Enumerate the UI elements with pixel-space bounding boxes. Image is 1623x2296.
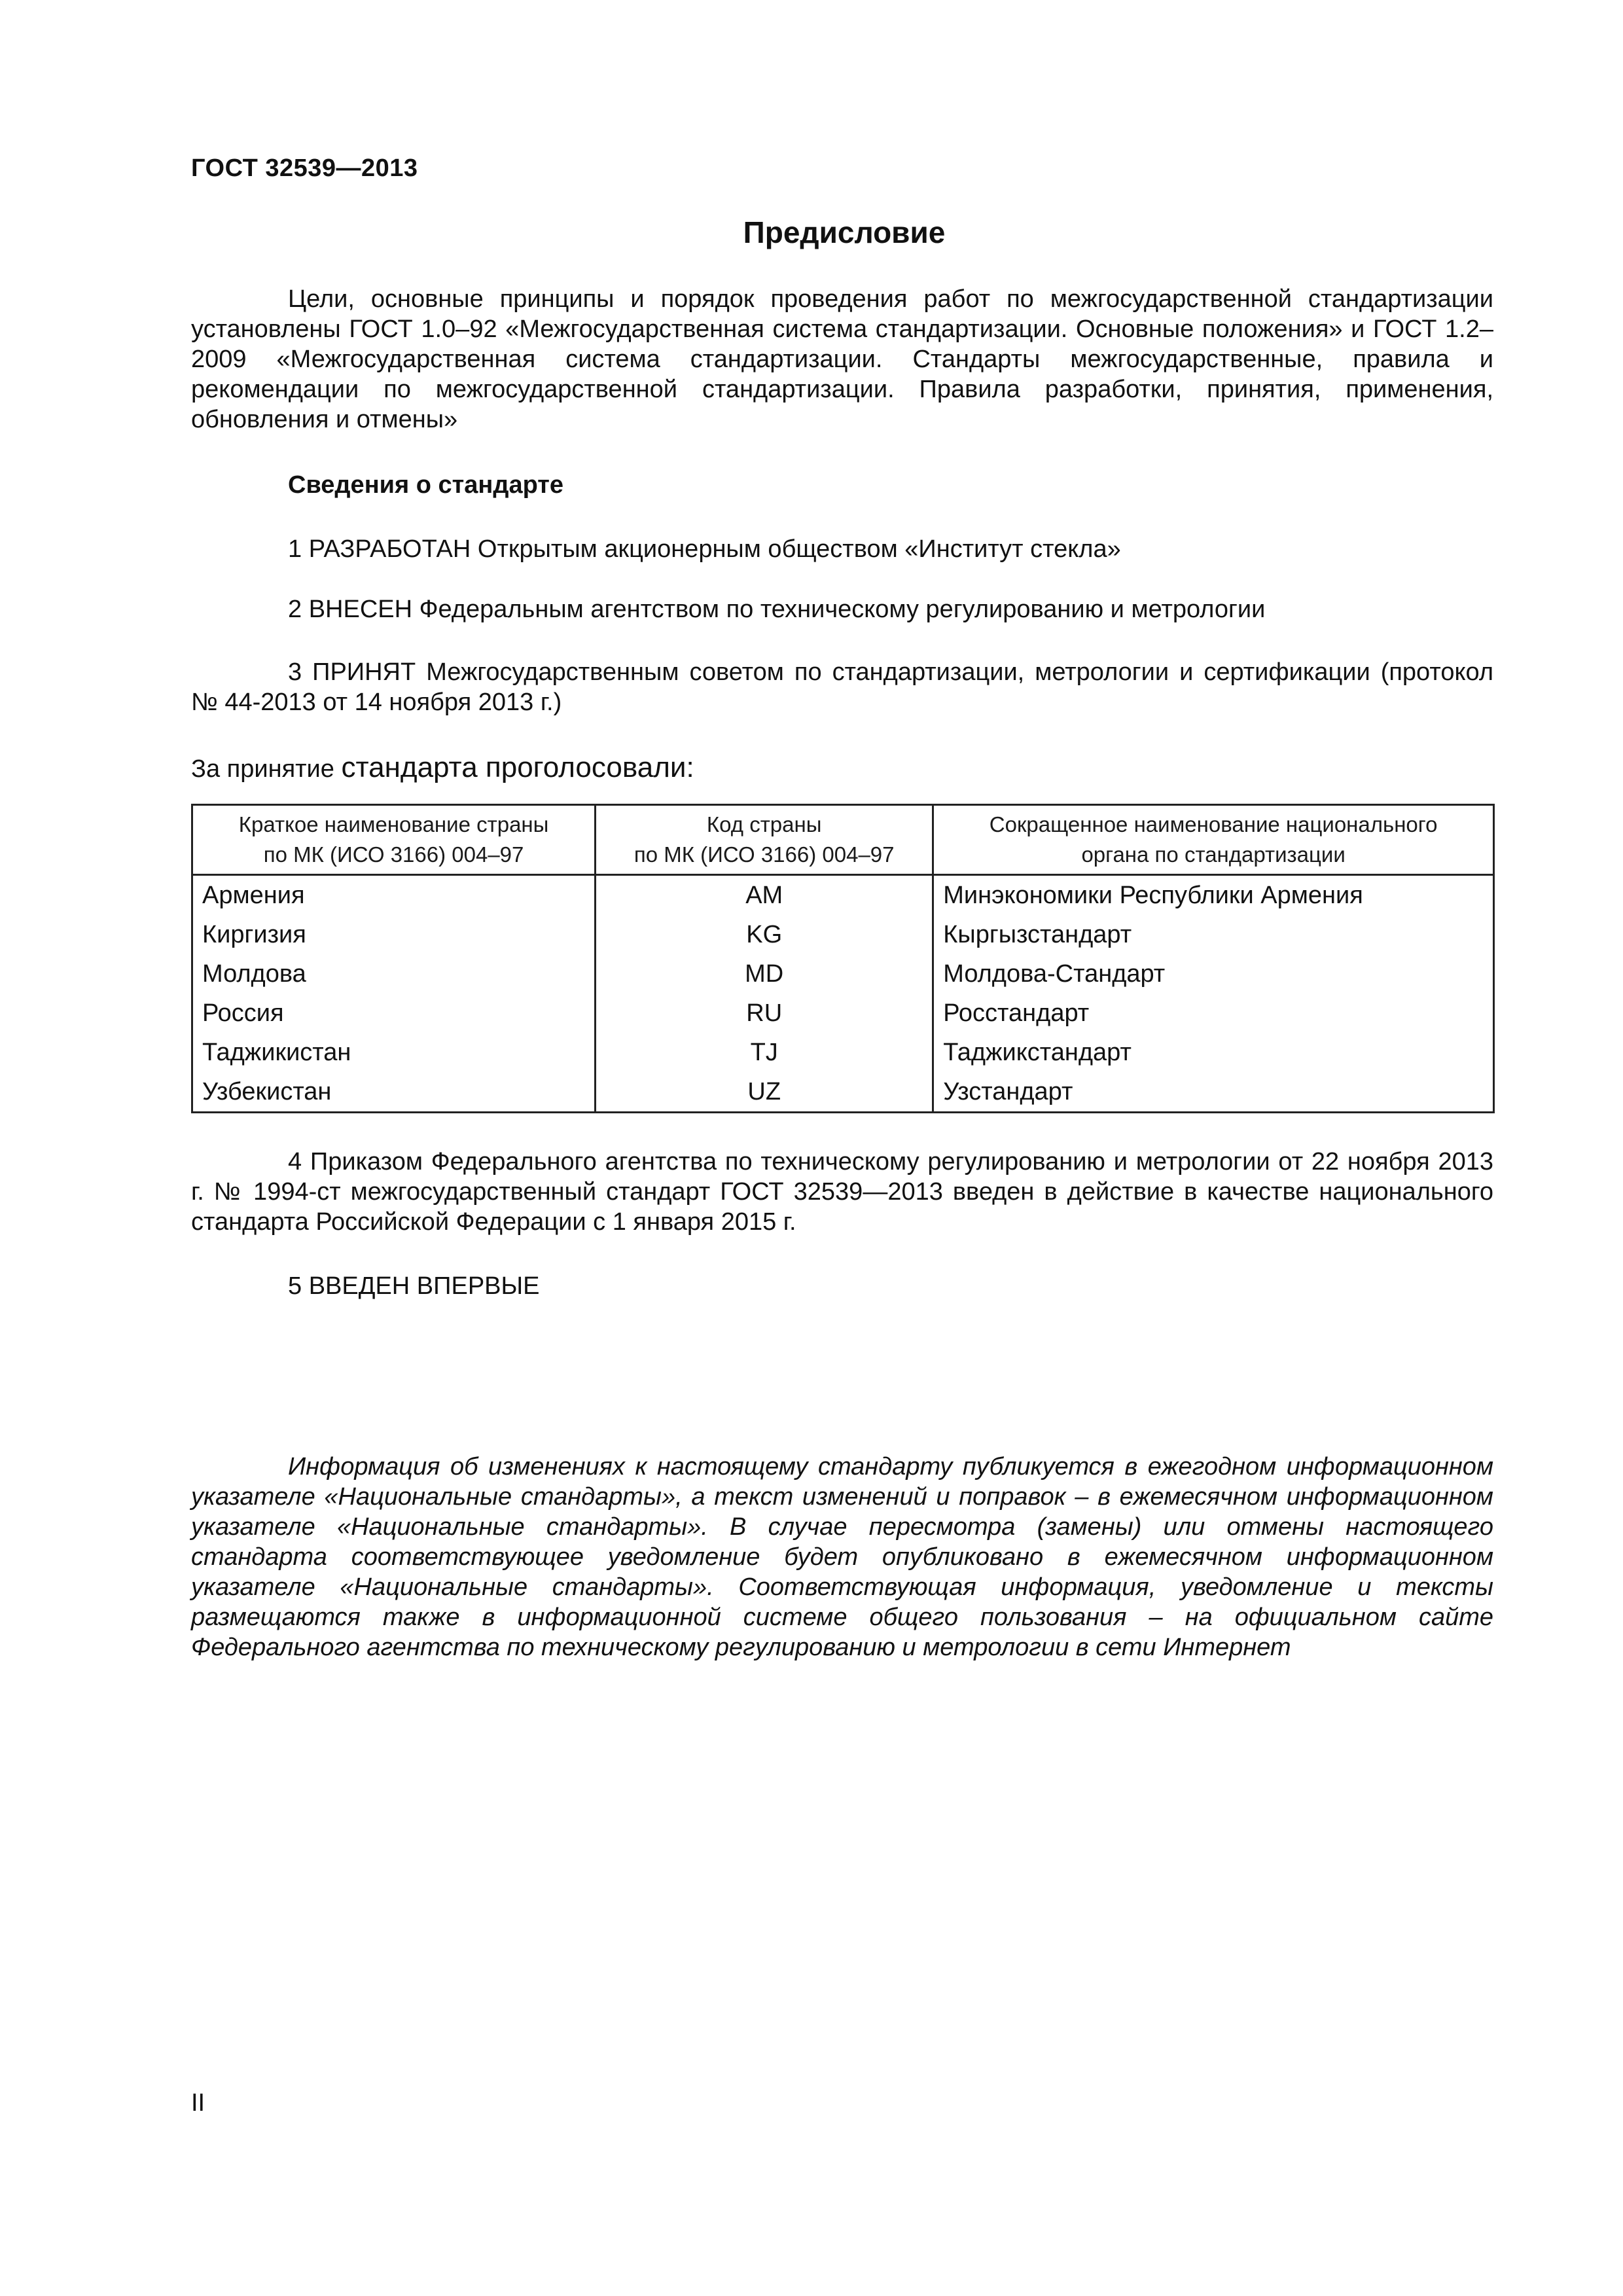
country-cell: Киргизия: [192, 915, 596, 954]
agency-cell: Росстандарт: [933, 994, 1494, 1033]
item-introduced: 2 ВНЕСЕН Федеральным агентством по техническому регулированию и метрологии: [288, 596, 1266, 623]
intro-paragraph: Цели, основные принципы и порядок проведения работ по межгосударственной стандартизации установлены ГОСТ 1.0–92 «Межгосударственная система стандартизации. Основные положения» и ГОСТ 1.2–2009 «Межгосударственная система стандартизации. Стандарты межгосударственные, правила и рекомендации по межгосударственной стандартизации. Правила разработки, принятия, применения, обновления и отмены»: [191, 285, 1493, 433]
item-enacted: 4 Приказом Федерального агентства по техническому регулированию и метрологии от 22 ноября 2013 г. № 1994-ст межгосударственный стандарт ГОСТ 32539—2013 введен в действие в качестве национального стандарта Российской Федерации с 1 января 2015 г.: [191, 1148, 1493, 1236]
page-number: II: [191, 2089, 205, 2117]
code-cell: AM: [596, 875, 933, 916]
table-row: [192, 954, 1494, 994]
vote-heading-prefix: За принятие: [191, 755, 334, 783]
country-cell: Таджикистан: [192, 1033, 596, 1072]
country-cell: Молдова: [192, 954, 596, 994]
member-states-table: [191, 804, 1495, 1113]
vote-heading-suffix: стандарта проголосовали:: [341, 751, 694, 783]
item-first-introduced: 5 ВВЕДЕН ВПЕРВЫЕ: [288, 1272, 540, 1300]
standard-info-heading: Сведения о стандарте: [288, 471, 564, 499]
code-cell: RU: [596, 994, 933, 1033]
agency-cell: Минэкономики Республики Армения: [933, 875, 1494, 916]
column-header-country: Краткое наименование страны по МК (ИСО 3166) 004–97: [192, 805, 596, 875]
table-row: [192, 1033, 1494, 1072]
item-developed: 1 РАЗРАБОТАН Открытым акционерным обществом «Институт стекла»: [288, 535, 1121, 563]
agency-cell: Кыргызстандарт: [933, 915, 1494, 954]
code-cell: MD: [596, 954, 933, 994]
table-header-row: [192, 805, 1494, 875]
table-row: [192, 1072, 1494, 1113]
table-row: [192, 915, 1494, 954]
item-adopted: 3 ПРИНЯТ Межгосударственным советом по стандартизации, метрологии и сертификации (протокол № 44-2013 от 14 ноября 2013 г.): [191, 658, 1493, 716]
agency-cell: Узстандарт: [933, 1072, 1494, 1113]
column-header-code: Код страны по МК (ИСО 3166) 004–97: [596, 805, 933, 875]
code-cell: TJ: [596, 1033, 933, 1072]
agency-cell: Таджикстандарт: [933, 1033, 1494, 1072]
country-cell: Узбекистан: [192, 1072, 596, 1113]
column-header-agency: Сокращенное наименование национального органа по стандартизации: [933, 805, 1494, 875]
country-cell: Армения: [192, 875, 596, 916]
document-code: ГОСТ 32539—2013: [191, 154, 418, 182]
page-title: Предисловие: [743, 215, 946, 249]
code-cell: KG: [596, 915, 933, 954]
agency-cell: Молдова-Стандарт: [933, 954, 1494, 994]
table-row: [192, 994, 1494, 1033]
country-cell: Россия: [192, 994, 596, 1033]
vote-heading: [191, 753, 694, 784]
table-row: [192, 875, 1494, 916]
code-cell: UZ: [596, 1072, 933, 1113]
changes-info-paragraph: Информация об изменениях к настоящему стандарту публикуется в ежегодном информационном указателе «Национальные стандарты», а текст изменений и поправок – в ежемесячном информационном указателе «Национальные стандарты». В случае пересмотра (замены) или отмены настоящего стандарта соответствующее уведомление будет опубликовано в ежемесячном информационном указателе «Национальные стандарты». Соответствующая информация, уведомление и тексты размещаются также в информационной системе общего пользования – на официальном сайте Федерального агентства по техническому регулированию и метрологии в сети Интернет: [191, 1453, 1493, 1661]
